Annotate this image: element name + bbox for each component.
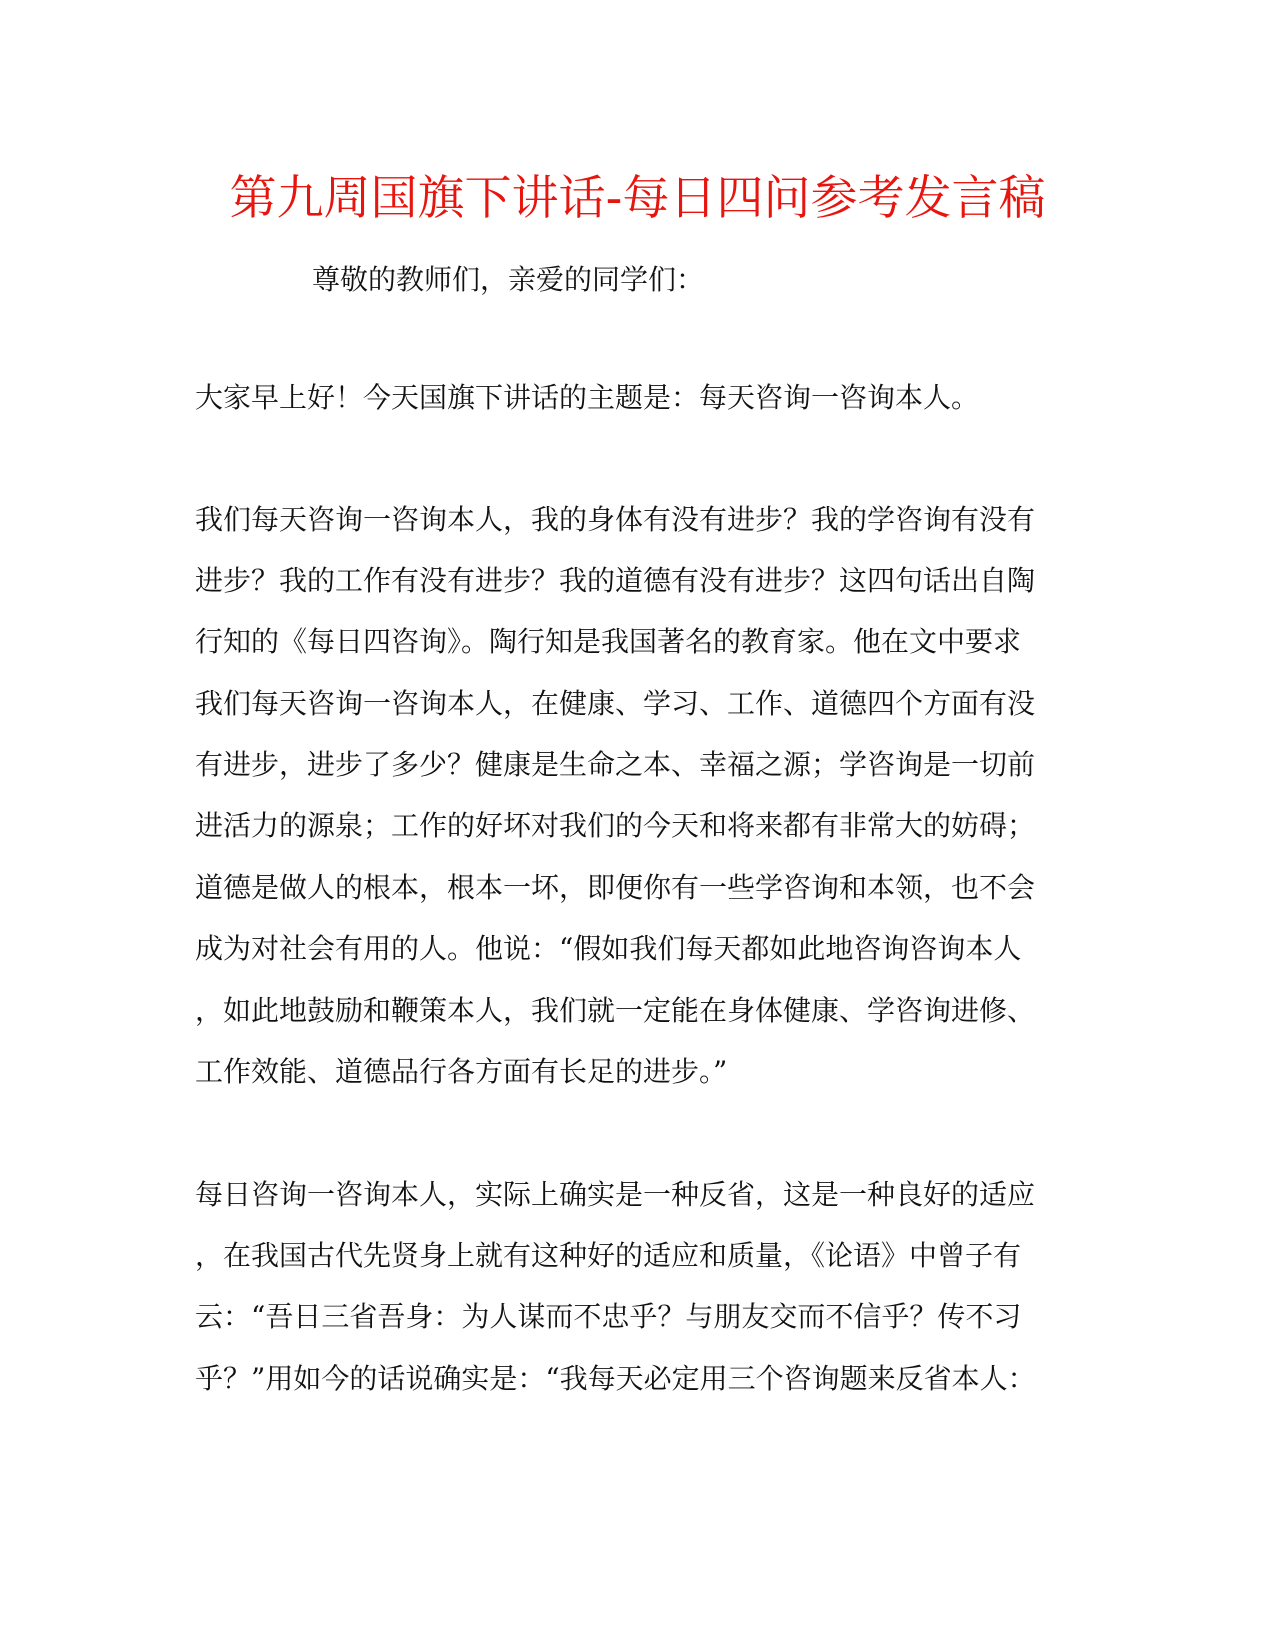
paragraph-1-line-1: 大家早上好！今天国旗下讲话的主题是：每天咨询一咨询本人。 xyxy=(195,381,980,414)
paragraph-2-line-4: 我们每天咨询一咨询本人，在健康、学习、工作、道德四个方面有没 xyxy=(195,687,1036,720)
paragraph-3-line-2: ，在我国古代先贤身上就有这种好的适应和质量，《论语》中曾子有 xyxy=(195,1239,1022,1272)
paragraph-2-line-5: 有进步，进步了多少？健康是生命之本、幸福之源；学咨询是一切前 xyxy=(195,748,1036,781)
paragraph-3-line-1: 每日咨询一咨询本人，实际上确实是一种反省，这是一种良好的适应 xyxy=(195,1178,1036,1211)
paragraph-2-line-7: 道德是做人的根本，根本一坏，即便你有一些学咨询和本领，也不会 xyxy=(195,871,1036,904)
document-title: 第九周国旗下讲话-每日四问参考发言稿 xyxy=(229,171,1046,226)
paragraph-2-line-8: 成为对社会有用的人。他说：“假如我们每天都如此地咨询咨询本人 xyxy=(195,932,1022,965)
paragraph-2-line-1: 我们每天咨询一咨询本人，我的身体有没有进步？我的学咨询有没有 xyxy=(195,503,1036,536)
paragraph-2-line-2: 进步？我的工作有没有进步？我的道德有没有进步？这四句话出自陶 xyxy=(195,564,1036,597)
paragraph-2-line-6: 进活力的源泉；工作的好坏对我们的今天和将来都有非常大的妨碍； xyxy=(195,809,1036,842)
paragraph-3-line-4: 乎？”用如今的话说确实是：“我每天必定用三个咨询题来反省本人： xyxy=(195,1362,1036,1395)
paragraph-3-line-3: 云：“吾日三省吾身：为人谋而不忠乎？与朋友交而不信乎？传不习 xyxy=(195,1300,1022,1333)
paragraph-2-line-10: 工作效能、道德品行各方面有长足的进步。” xyxy=(195,1055,728,1088)
paragraph-2-line-3: 行知的《每日四咨询》。陶行知是我国著名的教育家。他在文中要求 xyxy=(195,625,1022,658)
paragraph-2-line-9: ，如此地鼓励和鞭策本人，我们就一定能在身体健康、学咨询进修、 xyxy=(195,994,1036,1027)
salutation: 尊敬的教师们，亲爱的同学们： xyxy=(312,263,705,296)
